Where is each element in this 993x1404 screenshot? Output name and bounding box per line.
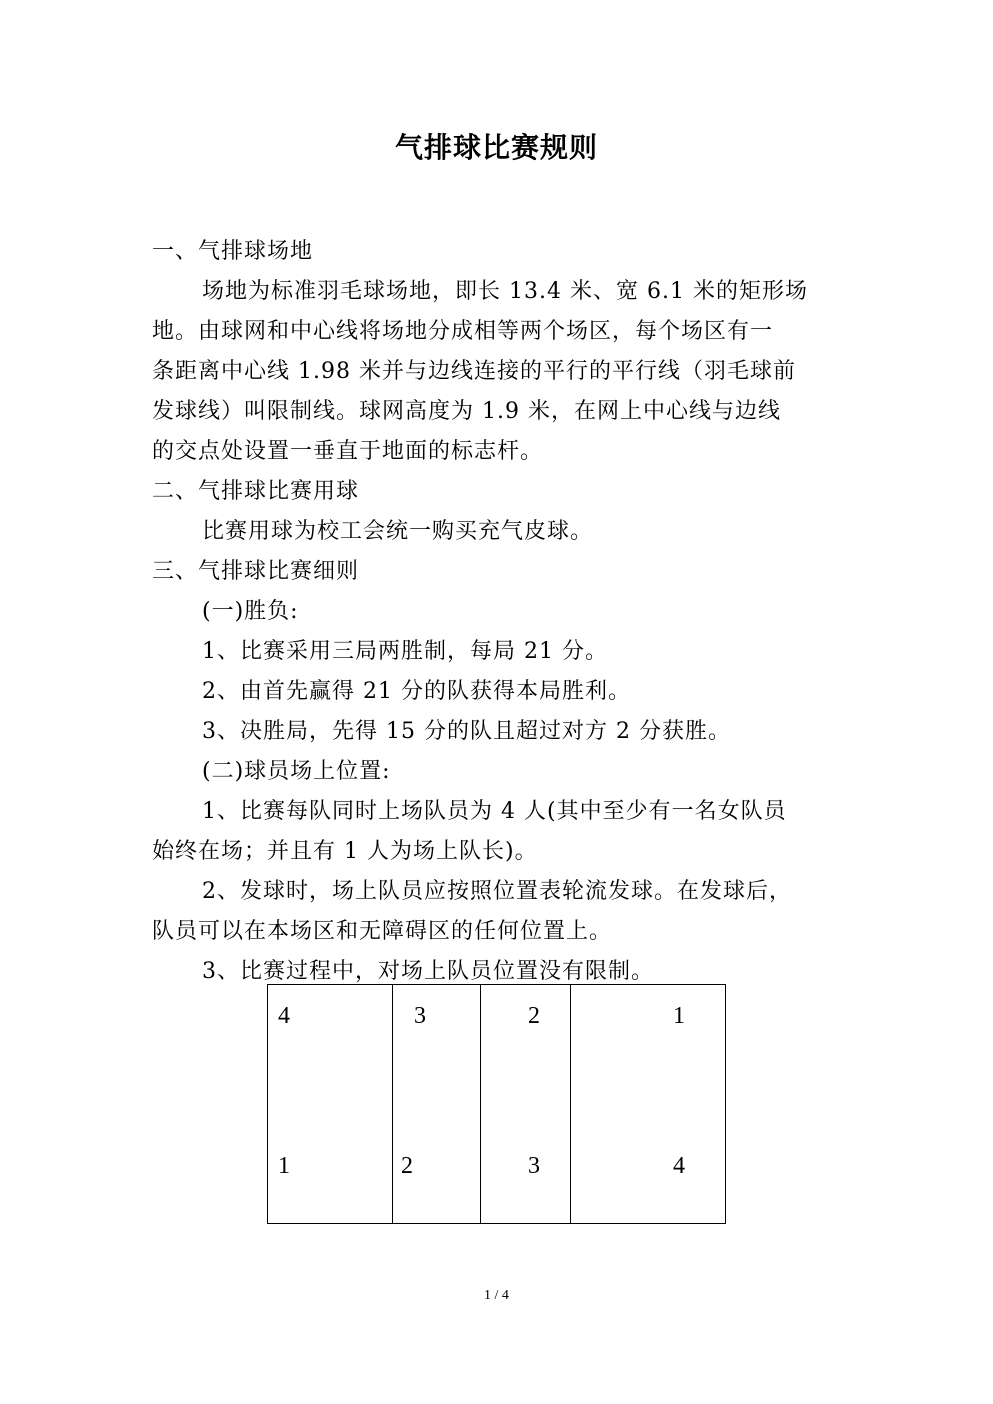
paragraph-line: 1、比赛采用三局两胜制，每局 21 分。 <box>202 639 608 664</box>
table-cell-bottom-4: 4 <box>673 1153 685 1179</box>
table-cell-top-2: 3 <box>414 1003 426 1029</box>
paragraph-line: 3、决胜局，先得 15 分的队且超过对方 2 分获胜。 <box>202 719 731 744</box>
paragraph-line: 2、由首先赢得 21 分的队获得本局胜利。 <box>202 679 631 704</box>
table-cell-top-4: 1 <box>673 1003 685 1029</box>
paragraph-line: 条距离中心线 1.98 米并与边线连接的平行的平行线（羽毛球前 <box>152 359 796 384</box>
paragraph-line: 场地为标准羽毛球场地，即长 13.4 米、宽 6.1 米的矩形场 <box>202 279 808 304</box>
subsection-heading: (一)胜负: <box>202 599 299 624</box>
table-cell-bottom-1: 1 <box>278 1153 290 1179</box>
paragraph-line: 的交点处设置一垂直于地面的标志杆。 <box>152 439 544 464</box>
section-heading: 一、气排球场地 <box>152 239 314 264</box>
position-table <box>267 984 726 1224</box>
paragraph-line: 发球线）叫限制线。球网高度为 1.9 米，在网上中心线与边线 <box>152 399 781 424</box>
paragraph-line: 队员可以在本场区和无障碍区的任何位置上。 <box>152 919 613 944</box>
page-title: 气排球比赛规则 <box>394 131 598 164</box>
table-divider <box>392 985 393 1223</box>
section-heading: 二、气排球比赛用球 <box>152 479 360 504</box>
paragraph-line: 3、比赛过程中，对场上队员位置没有限制。 <box>202 959 654 984</box>
section-heading: 三、气排球比赛细则 <box>152 559 360 584</box>
table-divider <box>570 985 571 1223</box>
paragraph-line: 1、比赛每队同时上场队员为 4 人(其中至少有一名女队员 <box>202 799 787 824</box>
paragraph-line: 地。由球网和中心线将场地分成相等两个场区，每个场区有一 <box>152 319 774 344</box>
paragraph-line: 2、发球时，场上队员应按照位置表轮流发球。在发球后， <box>202 879 792 904</box>
table-cell-top-3: 2 <box>528 1003 540 1029</box>
table-divider <box>480 985 481 1223</box>
paragraph-line: 比赛用球为校工会统一购买充气皮球。 <box>202 519 594 544</box>
subsection-heading: (二)球员场上位置: <box>202 759 391 784</box>
paragraph-line: 始终在场；并且有 1 人为场上队长)。 <box>152 839 538 864</box>
page-number: 1 / 4 <box>484 1288 509 1303</box>
table-cell-bottom-2: 2 <box>401 1153 413 1179</box>
table-cell-top-1: 4 <box>278 1003 290 1029</box>
table-cell-bottom-3: 3 <box>528 1153 540 1179</box>
